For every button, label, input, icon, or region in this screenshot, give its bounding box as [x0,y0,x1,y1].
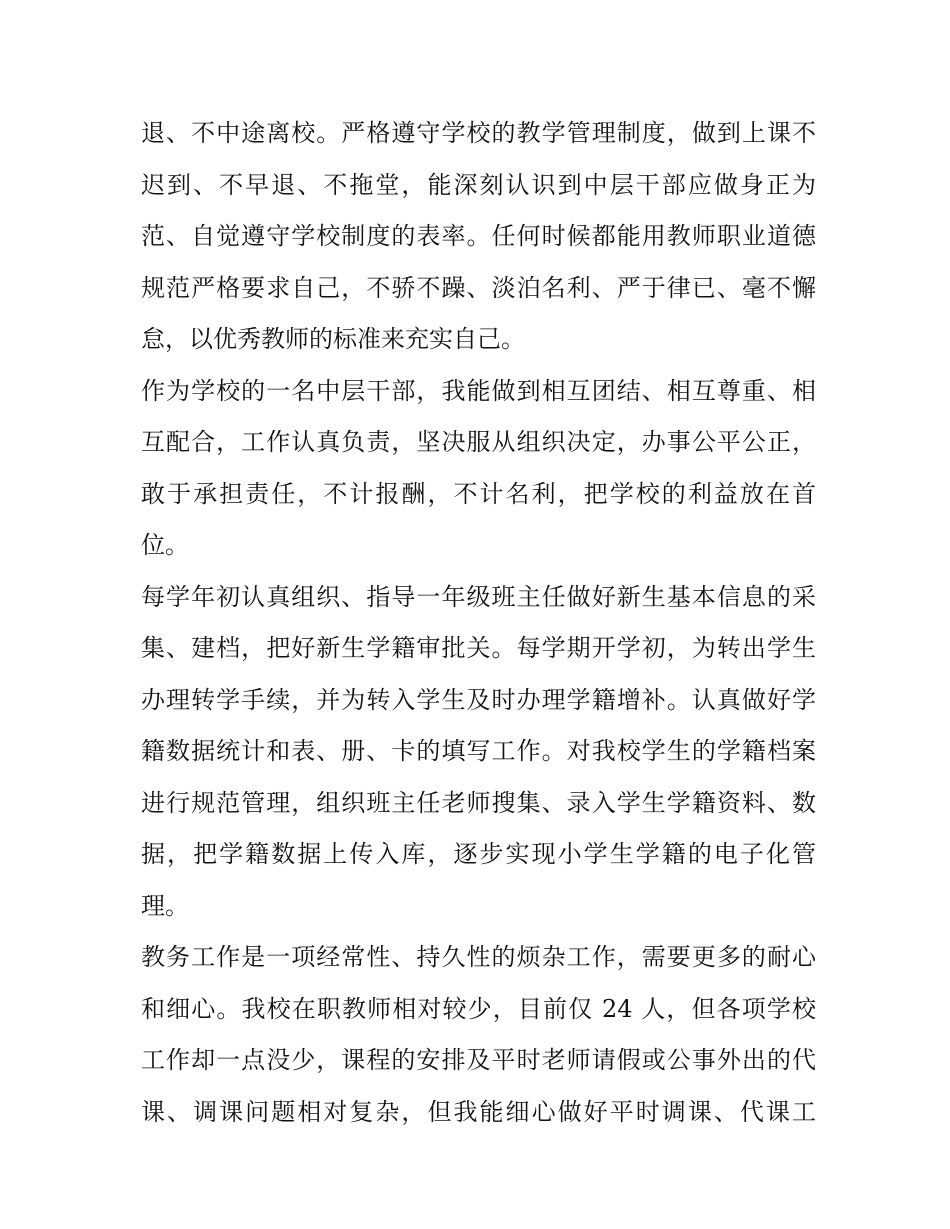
text-line: 理。 [141,891,189,920]
text-line: 怠，以优秀教师的标准来充实自己。 [141,325,525,353]
paragraph-2 [141,366,816,572]
text-line: 教务工作是一项经常性、持久性的烦杂工作，需要更多的耐心 [141,943,816,971]
text-line: 退、不中途离校。严格遵守学校的教学管理制度，做到上课不 [141,119,816,147]
text-line: 作为学校的一名中层干部，我能做到相互团结、相互尊重、相 [141,376,816,405]
document-body [141,108,816,1138]
text-line: 办理转学手续，并为转入学生及时办理学籍增补。认真做好学 [141,685,816,714]
text-line: 迟到、不早退、不拖堂，能深刻认识到中层干部应做身正为 [141,170,816,199]
text-line: 进行规范管理，组织班主任老师搜集、录入学生学籍资料、数 [141,788,816,817]
text-line: 籍数据统计和表、册、卡的填写工作。对我校学生的学籍档案 [141,737,816,765]
text-line: 互配合，工作认真负责，坚决服从组织决定，办事公平公正， [141,428,816,456]
text-line: 工作却一点没少，课程的安排及平时老师请假或公事外出的代 [141,1046,816,1074]
text-line: 规范严格要求自己，不骄不躁、淡泊名利、严于律已、毫不懈 [141,273,816,302]
text-line: 位。 [141,531,189,559]
paragraph-1 [141,108,816,366]
text-line: 据，把学籍数据上传入库，逐步实现小学生学籍的电子化管 [141,840,816,868]
text-line: 每学年初认真组织、指导一年级班主任做好新生基本信息的采 [141,582,816,611]
text-line: 集、建档，把好新生学籍审批关。每学期开学初，为转出学生 [141,634,816,662]
text-line: 范、自觉遵守学校制度的表率。任何时候都能用教师职业道德 [141,222,816,250]
text-line: 和细心。我校在职教师相对较少，目前仅 24 人，但各项学校 [141,994,816,1023]
text-line: 课、调课问题相对复杂，但我能细心做好平时调课、代课工 [141,1097,816,1126]
paragraph-3 [141,572,816,933]
paragraph-4 [141,932,816,1138]
text-line: 敢于承担责任，不计报酬，不计名利，把学校的利益放在首 [141,479,816,508]
